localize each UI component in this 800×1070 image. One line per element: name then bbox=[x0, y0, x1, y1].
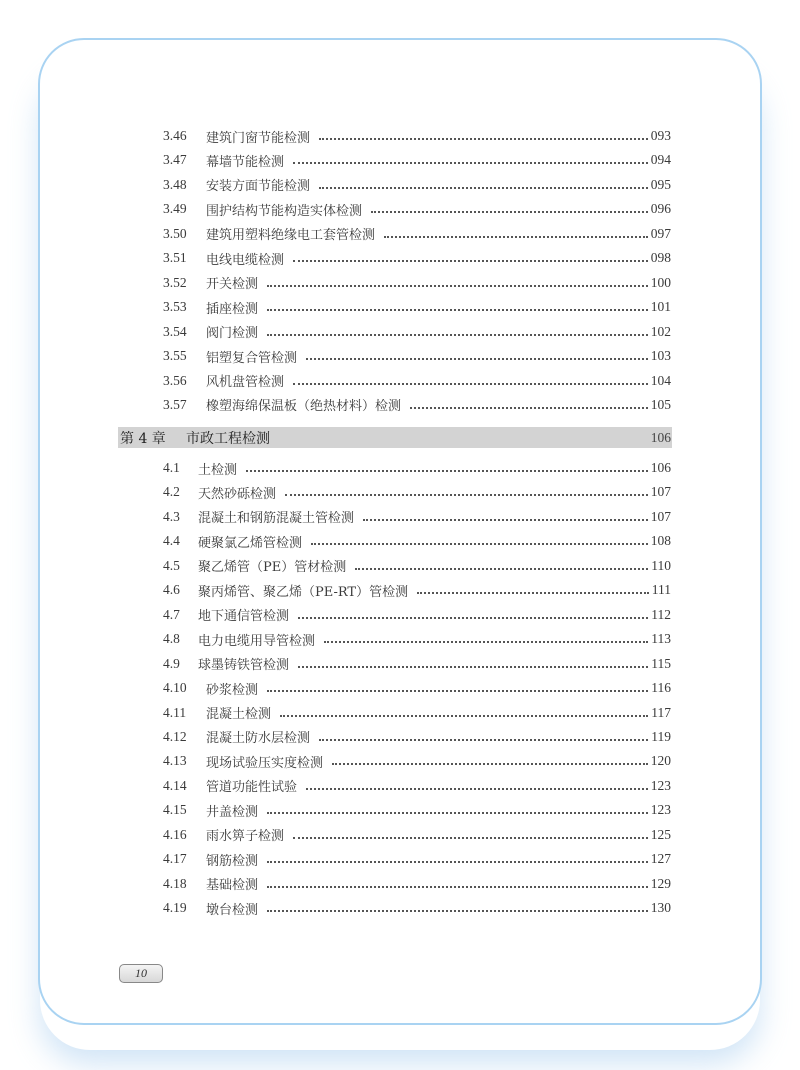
toc-entry[interactable] bbox=[163, 678, 671, 698]
dot-leader bbox=[306, 787, 648, 790]
entry-page: 127 bbox=[650, 851, 671, 867]
toc-entry[interactable] bbox=[163, 371, 671, 391]
dot-leader bbox=[267, 308, 648, 311]
entry-number: 3.51 bbox=[163, 250, 187, 266]
entry-number: 3.50 bbox=[163, 225, 187, 241]
toc-entry[interactable] bbox=[163, 703, 671, 723]
dot-leader bbox=[355, 567, 648, 570]
dot-leader bbox=[319, 137, 648, 140]
dot-leader bbox=[363, 518, 648, 521]
entry-page: 103 bbox=[650, 348, 671, 364]
entry-title: 风机盘管检测 bbox=[206, 375, 285, 390]
chapter-title: 市政工程检测 bbox=[186, 430, 270, 447]
toc-entry[interactable] bbox=[163, 727, 671, 747]
chapter-heading[interactable] bbox=[118, 427, 672, 448]
entry-number: 4.15 bbox=[163, 802, 187, 818]
entry-number: 3.56 bbox=[163, 372, 187, 388]
dot-leader bbox=[267, 860, 648, 863]
entry-title: 插座检测 bbox=[206, 301, 259, 317]
entry-page: 120 bbox=[650, 753, 671, 769]
dot-leader bbox=[298, 616, 648, 619]
toc-entry[interactable] bbox=[163, 874, 671, 894]
entry-number: 4.9 bbox=[163, 655, 180, 671]
entry-page: 100 bbox=[650, 274, 671, 290]
entry-title: 球墨铸铁管检测 bbox=[198, 658, 290, 674]
entry-number: 4.6 bbox=[163, 582, 180, 598]
entry-page: 116 bbox=[651, 680, 671, 696]
toc-entry[interactable] bbox=[163, 297, 671, 317]
entry-number: 4.5 bbox=[163, 557, 180, 573]
entry-title: 聚丙烯管、聚乙烯（PE-RT）管检测 bbox=[198, 584, 409, 600]
entry-title: 建筑门窗节能检测 bbox=[206, 130, 311, 146]
entry-number: 4.11 bbox=[163, 704, 187, 720]
toc-entry[interactable] bbox=[163, 751, 671, 771]
entry-page: 110 bbox=[651, 557, 671, 573]
entry-page: 104 bbox=[650, 372, 671, 388]
entry-page: 115 bbox=[651, 655, 671, 671]
toc-entry[interactable] bbox=[163, 556, 671, 576]
dot-leader bbox=[267, 284, 648, 287]
entry-title: 砂浆检测 bbox=[206, 682, 259, 698]
entry-title: 雨水箅子检测 bbox=[206, 829, 285, 845]
entry-number: 3.47 bbox=[163, 152, 187, 168]
toc-entry[interactable] bbox=[163, 150, 671, 170]
entry-number: 4.10 bbox=[163, 680, 187, 696]
entry-number: 3.54 bbox=[163, 323, 187, 339]
dot-leader bbox=[267, 689, 648, 692]
entry-page: 130 bbox=[650, 900, 671, 916]
dot-leader bbox=[319, 738, 648, 741]
entry-title: 天然砂砾检测 bbox=[198, 486, 277, 502]
dot-leader bbox=[293, 259, 648, 262]
dot-leader bbox=[267, 333, 648, 336]
entry-title: 基础检测 bbox=[206, 878, 259, 894]
toc-entry[interactable] bbox=[163, 175, 671, 195]
entry-title: 混凝土和钢筋混凝土管检测 bbox=[198, 511, 355, 527]
entry-title: 现场试验压实度检测 bbox=[206, 755, 324, 771]
chapter-page: 106 bbox=[650, 429, 671, 445]
entry-title: 井盖检测 bbox=[206, 804, 259, 820]
entry-number: 4.4 bbox=[163, 533, 180, 549]
toc-entry[interactable] bbox=[163, 580, 671, 600]
toc-entry[interactable] bbox=[163, 825, 671, 845]
toc-entry[interactable] bbox=[163, 248, 671, 268]
toc-entry[interactable] bbox=[163, 395, 671, 415]
entry-title: 电线电缆检测 bbox=[206, 252, 285, 268]
dot-leader bbox=[293, 382, 648, 385]
entry-title: 围护结构节能构造实体检测 bbox=[206, 203, 363, 219]
entry-title: 混凝土防水层检测 bbox=[206, 731, 311, 747]
toc-entry[interactable] bbox=[163, 898, 671, 918]
dot-leader bbox=[324, 640, 648, 643]
entry-title: 硬聚氯乙烯管检测 bbox=[198, 535, 303, 551]
entry-page: 097 bbox=[650, 225, 671, 241]
entry-title: 钢筋检测 bbox=[206, 853, 259, 869]
dot-leader bbox=[267, 885, 648, 888]
entry-number: 4.3 bbox=[163, 508, 180, 524]
entry-page: 093 bbox=[650, 128, 671, 143]
toc-entry[interactable] bbox=[163, 629, 671, 649]
chapter-number: 第 4 章 bbox=[120, 430, 166, 447]
dot-leader bbox=[267, 909, 648, 912]
toc-entry[interactable] bbox=[163, 849, 671, 869]
entry-number: 4.16 bbox=[163, 826, 187, 842]
dot-leader bbox=[246, 469, 648, 472]
dot-leader bbox=[306, 357, 648, 360]
dot-leader bbox=[280, 714, 648, 717]
toc-entry[interactable] bbox=[163, 273, 671, 293]
entry-title: 聚乙烯管（PE）管材检测 bbox=[198, 560, 347, 576]
toc-entry[interactable] bbox=[163, 322, 671, 342]
entry-number: 4.13 bbox=[163, 753, 187, 769]
entry-title: 电力电缆用导管检测 bbox=[198, 633, 316, 649]
entry-title: 幕墙节能检测 bbox=[206, 154, 285, 170]
toc-entry[interactable] bbox=[163, 800, 671, 820]
entry-page: 112 bbox=[651, 606, 671, 622]
entry-number: 3.57 bbox=[163, 396, 187, 412]
toc-entry[interactable] bbox=[163, 126, 671, 146]
toc-entry[interactable] bbox=[163, 458, 671, 478]
entry-page: 102 bbox=[650, 323, 671, 339]
entry-title: 建筑用塑料绝缘电工套管检测 bbox=[206, 228, 376, 244]
entry-number: 4.17 bbox=[163, 851, 187, 867]
dot-leader bbox=[371, 210, 648, 213]
entry-title: 管道功能性试验 bbox=[206, 780, 298, 796]
entry-title: 铝塑复合管检测 bbox=[206, 350, 298, 366]
entry-page: 111 bbox=[651, 582, 671, 598]
entry-number: 4.8 bbox=[163, 631, 180, 647]
entry-number: 3.53 bbox=[163, 299, 187, 315]
dot-leader bbox=[267, 811, 648, 814]
dot-leader bbox=[319, 186, 648, 189]
entry-title: 混凝土检测 bbox=[206, 707, 272, 722]
entry-page: 125 bbox=[650, 826, 671, 842]
entry-page: 129 bbox=[650, 875, 671, 891]
toc-entry[interactable] bbox=[163, 654, 671, 674]
entry-number: 4.14 bbox=[163, 777, 187, 793]
entry-page: 101 bbox=[650, 299, 671, 315]
entry-number: 3.49 bbox=[163, 201, 187, 217]
dot-leader bbox=[311, 542, 648, 545]
dot-leader bbox=[384, 235, 648, 238]
entry-page: 106 bbox=[650, 460, 671, 475]
entry-title: 地下通信管检测 bbox=[198, 609, 290, 625]
entry-title: 安装方面节能检测 bbox=[206, 179, 311, 195]
entry-page: 108 bbox=[650, 533, 671, 549]
entry-number: 4.12 bbox=[163, 728, 187, 744]
entry-number: 3.55 bbox=[163, 348, 187, 364]
entry-title: 开关检测 bbox=[206, 277, 259, 293]
entry-page: 119 bbox=[651, 728, 671, 744]
dot-leader bbox=[298, 665, 648, 668]
entry-page: 096 bbox=[650, 201, 671, 217]
toc-entry[interactable] bbox=[163, 346, 671, 366]
entry-title: 阀门检测 bbox=[206, 326, 259, 342]
entry-number: 4.19 bbox=[163, 900, 187, 916]
entry-number: 4.7 bbox=[163, 606, 180, 622]
entry-number: 3.52 bbox=[163, 274, 187, 290]
entry-title: 土检测 bbox=[198, 462, 238, 478]
entry-number: 4.1 bbox=[163, 460, 180, 475]
toc-entry[interactable] bbox=[163, 199, 671, 219]
entry-page: 095 bbox=[650, 176, 671, 192]
entry-page: 107 bbox=[650, 508, 671, 524]
dot-leader bbox=[417, 591, 649, 594]
entry-page: 123 bbox=[650, 802, 671, 818]
entry-number: 3.46 bbox=[163, 128, 187, 143]
toc-entry[interactable] bbox=[163, 776, 671, 796]
entry-title: 墩台检测 bbox=[206, 902, 259, 918]
entry-page: 123 bbox=[650, 777, 671, 793]
entry-page: 098 bbox=[650, 250, 671, 266]
dot-leader bbox=[293, 836, 648, 839]
toc-entry[interactable] bbox=[163, 482, 671, 502]
entry-number: 4.18 bbox=[163, 875, 187, 891]
entry-title: 橡塑海绵保温板（绝热材料）检测 bbox=[206, 399, 402, 415]
entry-number: 3.48 bbox=[163, 176, 187, 192]
entry-number: 4.2 bbox=[163, 484, 180, 500]
toc-entry[interactable] bbox=[163, 531, 671, 551]
entry-page: 113 bbox=[651, 631, 671, 647]
toc-entry[interactable] bbox=[163, 605, 671, 625]
toc-entry[interactable] bbox=[163, 507, 671, 527]
dot-leader bbox=[293, 161, 648, 164]
dot-leader bbox=[285, 493, 648, 496]
entry-page: 105 bbox=[650, 396, 671, 412]
entry-page: 117 bbox=[651, 704, 671, 720]
page-number-badge: 10 bbox=[119, 964, 163, 983]
dot-leader bbox=[410, 406, 648, 409]
entry-page: 107 bbox=[650, 484, 671, 500]
dot-leader bbox=[332, 762, 648, 765]
toc-entry[interactable] bbox=[163, 224, 671, 244]
entry-page: 094 bbox=[650, 152, 671, 168]
